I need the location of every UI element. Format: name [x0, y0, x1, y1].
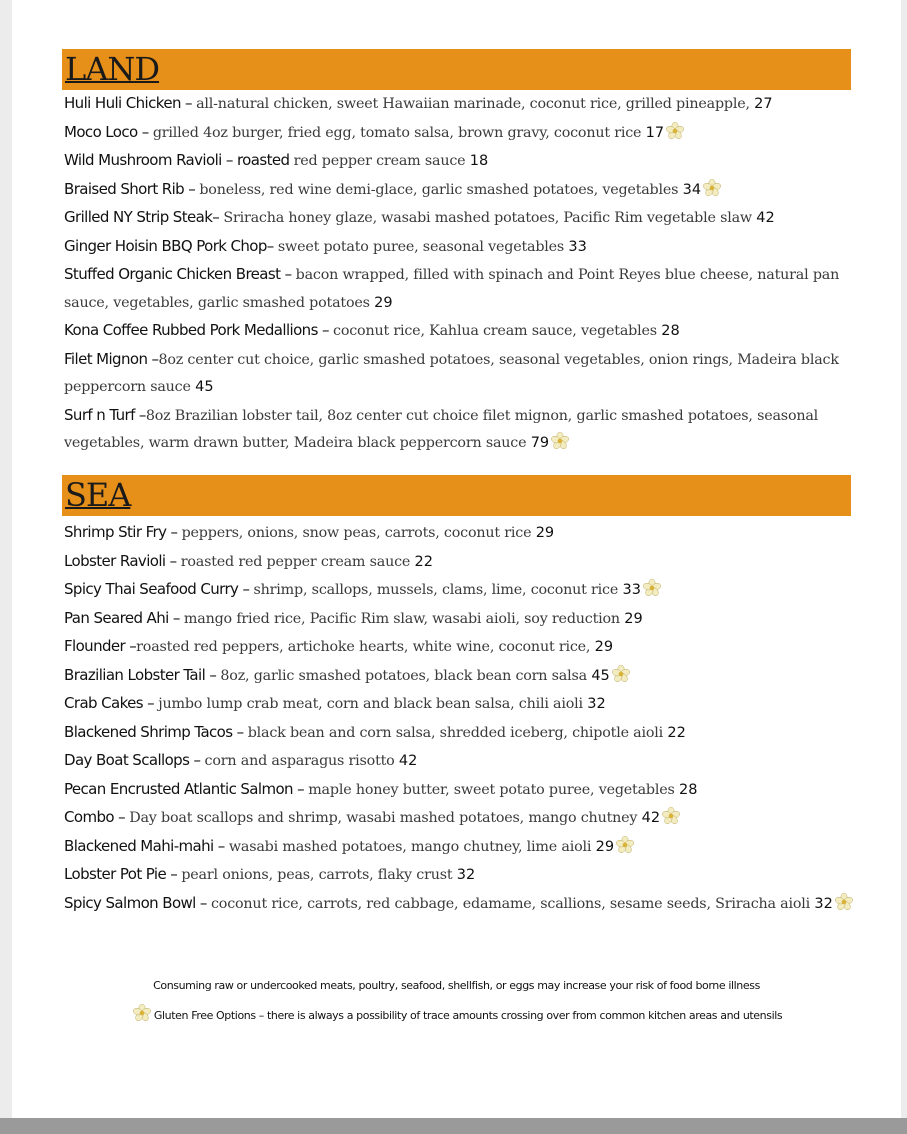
- dish-price: 17: [645, 124, 665, 141]
- dish-name: Crab Cakes –: [64, 694, 159, 712]
- dish-price: 29: [374, 294, 393, 311]
- dish-description: roasted red peppers, artichoke hearts, white wine, coconut rice,: [136, 639, 595, 655]
- dish-price: 42: [641, 810, 661, 826]
- dish-price: 42: [756, 210, 775, 226]
- dish-description: sweet potato puree, seasonal vegetables: [277, 238, 569, 255]
- dish-description: 8oz, garlic smashed potatoes, black bean corn salsa: [220, 667, 592, 684]
- land-menu-item: [64, 204, 854, 233]
- dish-name: Day Boat Scallops –: [64, 751, 205, 769]
- dish-description: 8oz Brazilian lobster tail, 8oz center cut choice filet mignon, garlic smashed potatoes, seasonal vegetables, warm drawn butter, Madeira black peppercorn sauce: [64, 407, 819, 451]
- land-menu-item: [64, 402, 854, 458]
- sea-menu-item: [64, 890, 854, 919]
- dish-price: 33: [622, 582, 641, 598]
- dish-description: maple honey butter, sweet potato puree, vegetables: [308, 781, 679, 798]
- dish-price: 28: [679, 781, 698, 798]
- dish-name: Filet Mignon –: [64, 349, 159, 368]
- plumeria-gluten-free-icon: [662, 807, 680, 825]
- plumeria-gluten-free-icon: [133, 1004, 151, 1022]
- dish-price: 42: [398, 753, 418, 769]
- dish-description: coconut rice, Kahlua cream sauce, vegetables: [333, 323, 662, 339]
- sea-menu-item: [64, 776, 854, 805]
- sea-menu-item: [64, 804, 854, 833]
- land-section-title: LAND: [65, 50, 160, 88]
- sea-menu-item: [64, 548, 854, 577]
- sea-menu-list: [64, 519, 854, 918]
- dish-price: 22: [414, 553, 433, 570]
- dish-price: 34: [682, 181, 702, 198]
- dish-description: Sriracha honey glaze, wasabi mashed potatoes, Pacific Rim vegetable slaw: [223, 210, 757, 226]
- land-menu-item: [64, 176, 854, 205]
- dish-description: peppers, onions, snow peas, carrots, coconut rice: [181, 525, 536, 541]
- food-safety-warning: Consuming raw or undercooked meats, poultry, seafood, shellfish, or eggs may increase your risk of food borne illness: [153, 979, 760, 992]
- sea-menu-item: [64, 747, 854, 776]
- plumeria-gluten-free-icon: [835, 893, 853, 911]
- dish-price: 45: [195, 379, 214, 395]
- dish-price: 29: [594, 639, 614, 655]
- dish-description: black bean and corn salsa, shredded iceberg, chipotle aioli: [247, 724, 668, 741]
- dish-name: Lobster Pot Pie –: [64, 865, 182, 883]
- dish-name: Spicy Salmon Bowl –: [64, 893, 211, 912]
- bottom-scroll-bar: [0, 1118, 907, 1134]
- dish-price: 45: [591, 667, 610, 684]
- dish-name: Braised Short Rib –: [64, 179, 200, 198]
- dish-price: 27: [754, 96, 773, 112]
- dish-description: red pepper cream sauce: [293, 153, 470, 169]
- dish-name: Combo –: [64, 808, 130, 826]
- sea-menu-item: [64, 690, 854, 719]
- dish-description: wasabi mashed potatoes, mango chutney, lime aioli: [228, 838, 596, 855]
- dish-description: jumbo lump crab meat, corn and black bean salsa, chili aioli: [158, 696, 588, 712]
- dish-description: roasted red pepper cream sauce: [180, 553, 415, 570]
- land-menu-item: [64, 233, 854, 262]
- dish-description: corn and asparagus risotto: [204, 753, 399, 769]
- dish-description: Day boat scallops and shrimp, wasabi mashed potatoes, mango chutney: [129, 810, 642, 826]
- dish-name: Spicy Thai Seafood Curry –: [64, 580, 254, 598]
- dish-description: boneless, red wine demi-glace, garlic smashed potatoes, vegetables: [199, 181, 683, 198]
- dish-name: Stuffed Organic Chicken Breast –: [64, 265, 296, 283]
- dish-name: Shrimp Stir Fry –: [64, 523, 182, 541]
- sea-menu-item: [64, 519, 854, 548]
- dish-name: Lobster Ravioli –: [64, 551, 181, 570]
- land-menu-item: [64, 317, 854, 346]
- sea-menu-item: [64, 861, 854, 890]
- dish-name: Brazilian Lobster Tail –: [64, 665, 221, 684]
- dish-name: Ginger Hoisin BBQ Pork Chop–: [64, 236, 278, 255]
- gluten-free-note: [12, 1004, 901, 1022]
- dish-description: shrimp, scallops, mussels, clams, lime, coconut rice: [253, 582, 623, 598]
- dish-price: 28: [661, 323, 680, 339]
- dish-price: 29: [535, 525, 555, 541]
- sea-menu-item: [64, 833, 854, 862]
- dish-name: Flounder –: [64, 637, 137, 655]
- sea-menu-item: [64, 662, 854, 691]
- dish-name: Grilled NY Strip Steak–: [64, 208, 224, 226]
- land-menu-list: [64, 90, 854, 458]
- dish-description: grilled 4oz burger, fried egg, tomato salsa, brown gravy, coconut rice: [152, 124, 646, 141]
- sea-section-header: [62, 475, 851, 516]
- sea-menu-item: [64, 633, 854, 662]
- dish-name: Wild Mushroom Ravioli – roasted: [64, 151, 294, 169]
- dish-price: 32: [814, 895, 833, 912]
- dish-price: 22: [667, 724, 686, 741]
- plumeria-gluten-free-icon: [643, 579, 661, 597]
- dish-name: Blackened Shrimp Tacos –: [64, 722, 248, 741]
- dish-description: 8oz center cut choice, garlic smashed potatoes, seasonal vegetables, onion rings, Madeira black peppercorn sauce: [64, 351, 839, 395]
- dish-price: 79: [530, 435, 550, 451]
- sea-menu-item: [64, 605, 854, 634]
- plumeria-icon: [131, 1009, 151, 1022]
- gluten-free-text: Gluten Free Options – there is always a possibility of trace amounts crossing over from common kitchen areas and utensils: [153, 1009, 783, 1022]
- dish-description: mango fried rice, Pacific Rim slaw, wasabi aioli, soy reduction: [183, 610, 625, 627]
- plumeria-gluten-free-icon: [616, 836, 634, 854]
- plumeria-gluten-free-icon: [666, 122, 684, 140]
- land-section-header: [62, 49, 851, 90]
- dish-price: 29: [595, 838, 615, 855]
- dish-description: pearl onions, peas, carrots, flaky crust: [181, 867, 457, 883]
- dish-name: Blackened Mahi-mahi –: [64, 836, 229, 855]
- dish-name: Surf n Turf –: [64, 405, 146, 424]
- land-menu-item: [64, 119, 854, 148]
- dish-name: Pan Seared Ahi –: [64, 608, 184, 627]
- land-menu-item: [64, 346, 854, 402]
- plumeria-gluten-free-icon: [612, 665, 630, 683]
- dish-price: 18: [469, 153, 489, 169]
- land-menu-item: [64, 90, 854, 119]
- plumeria-gluten-free-icon: [551, 432, 569, 450]
- sea-menu-item: [64, 576, 854, 605]
- dish-description: all-natural chicken, sweet Hawaiian marinade, coconut rice, grilled pineapple,: [196, 96, 755, 112]
- dish-price: 32: [587, 696, 606, 712]
- dish-name: Huli Huli Chicken –: [64, 94, 197, 112]
- dish-price: 32: [456, 867, 476, 883]
- dish-description: coconut rice, carrots, red cabbage, edamame, scallions, sesame seeds, Sriracha aioli: [211, 895, 815, 912]
- menu-page: [12, 0, 901, 1118]
- dish-price: 33: [568, 238, 587, 255]
- dish-name: Moco Loco –: [64, 122, 153, 141]
- sea-section-title: SEA: [65, 476, 131, 514]
- land-menu-item: [64, 147, 854, 176]
- dish-description: bacon wrapped, filled with spinach and Point Reyes blue cheese, natural pan sauce, vegetables, garlic smashed potatoes: [64, 267, 840, 311]
- land-menu-item: [64, 261, 854, 317]
- dish-name: Kona Coffee Rubbed Pork Medallions –: [64, 321, 334, 339]
- plumeria-gluten-free-icon: [703, 179, 721, 197]
- sea-menu-item: [64, 719, 854, 748]
- dish-name: Pecan Encrusted Atlantic Salmon –: [64, 779, 309, 798]
- dish-price: 29: [624, 610, 643, 627]
